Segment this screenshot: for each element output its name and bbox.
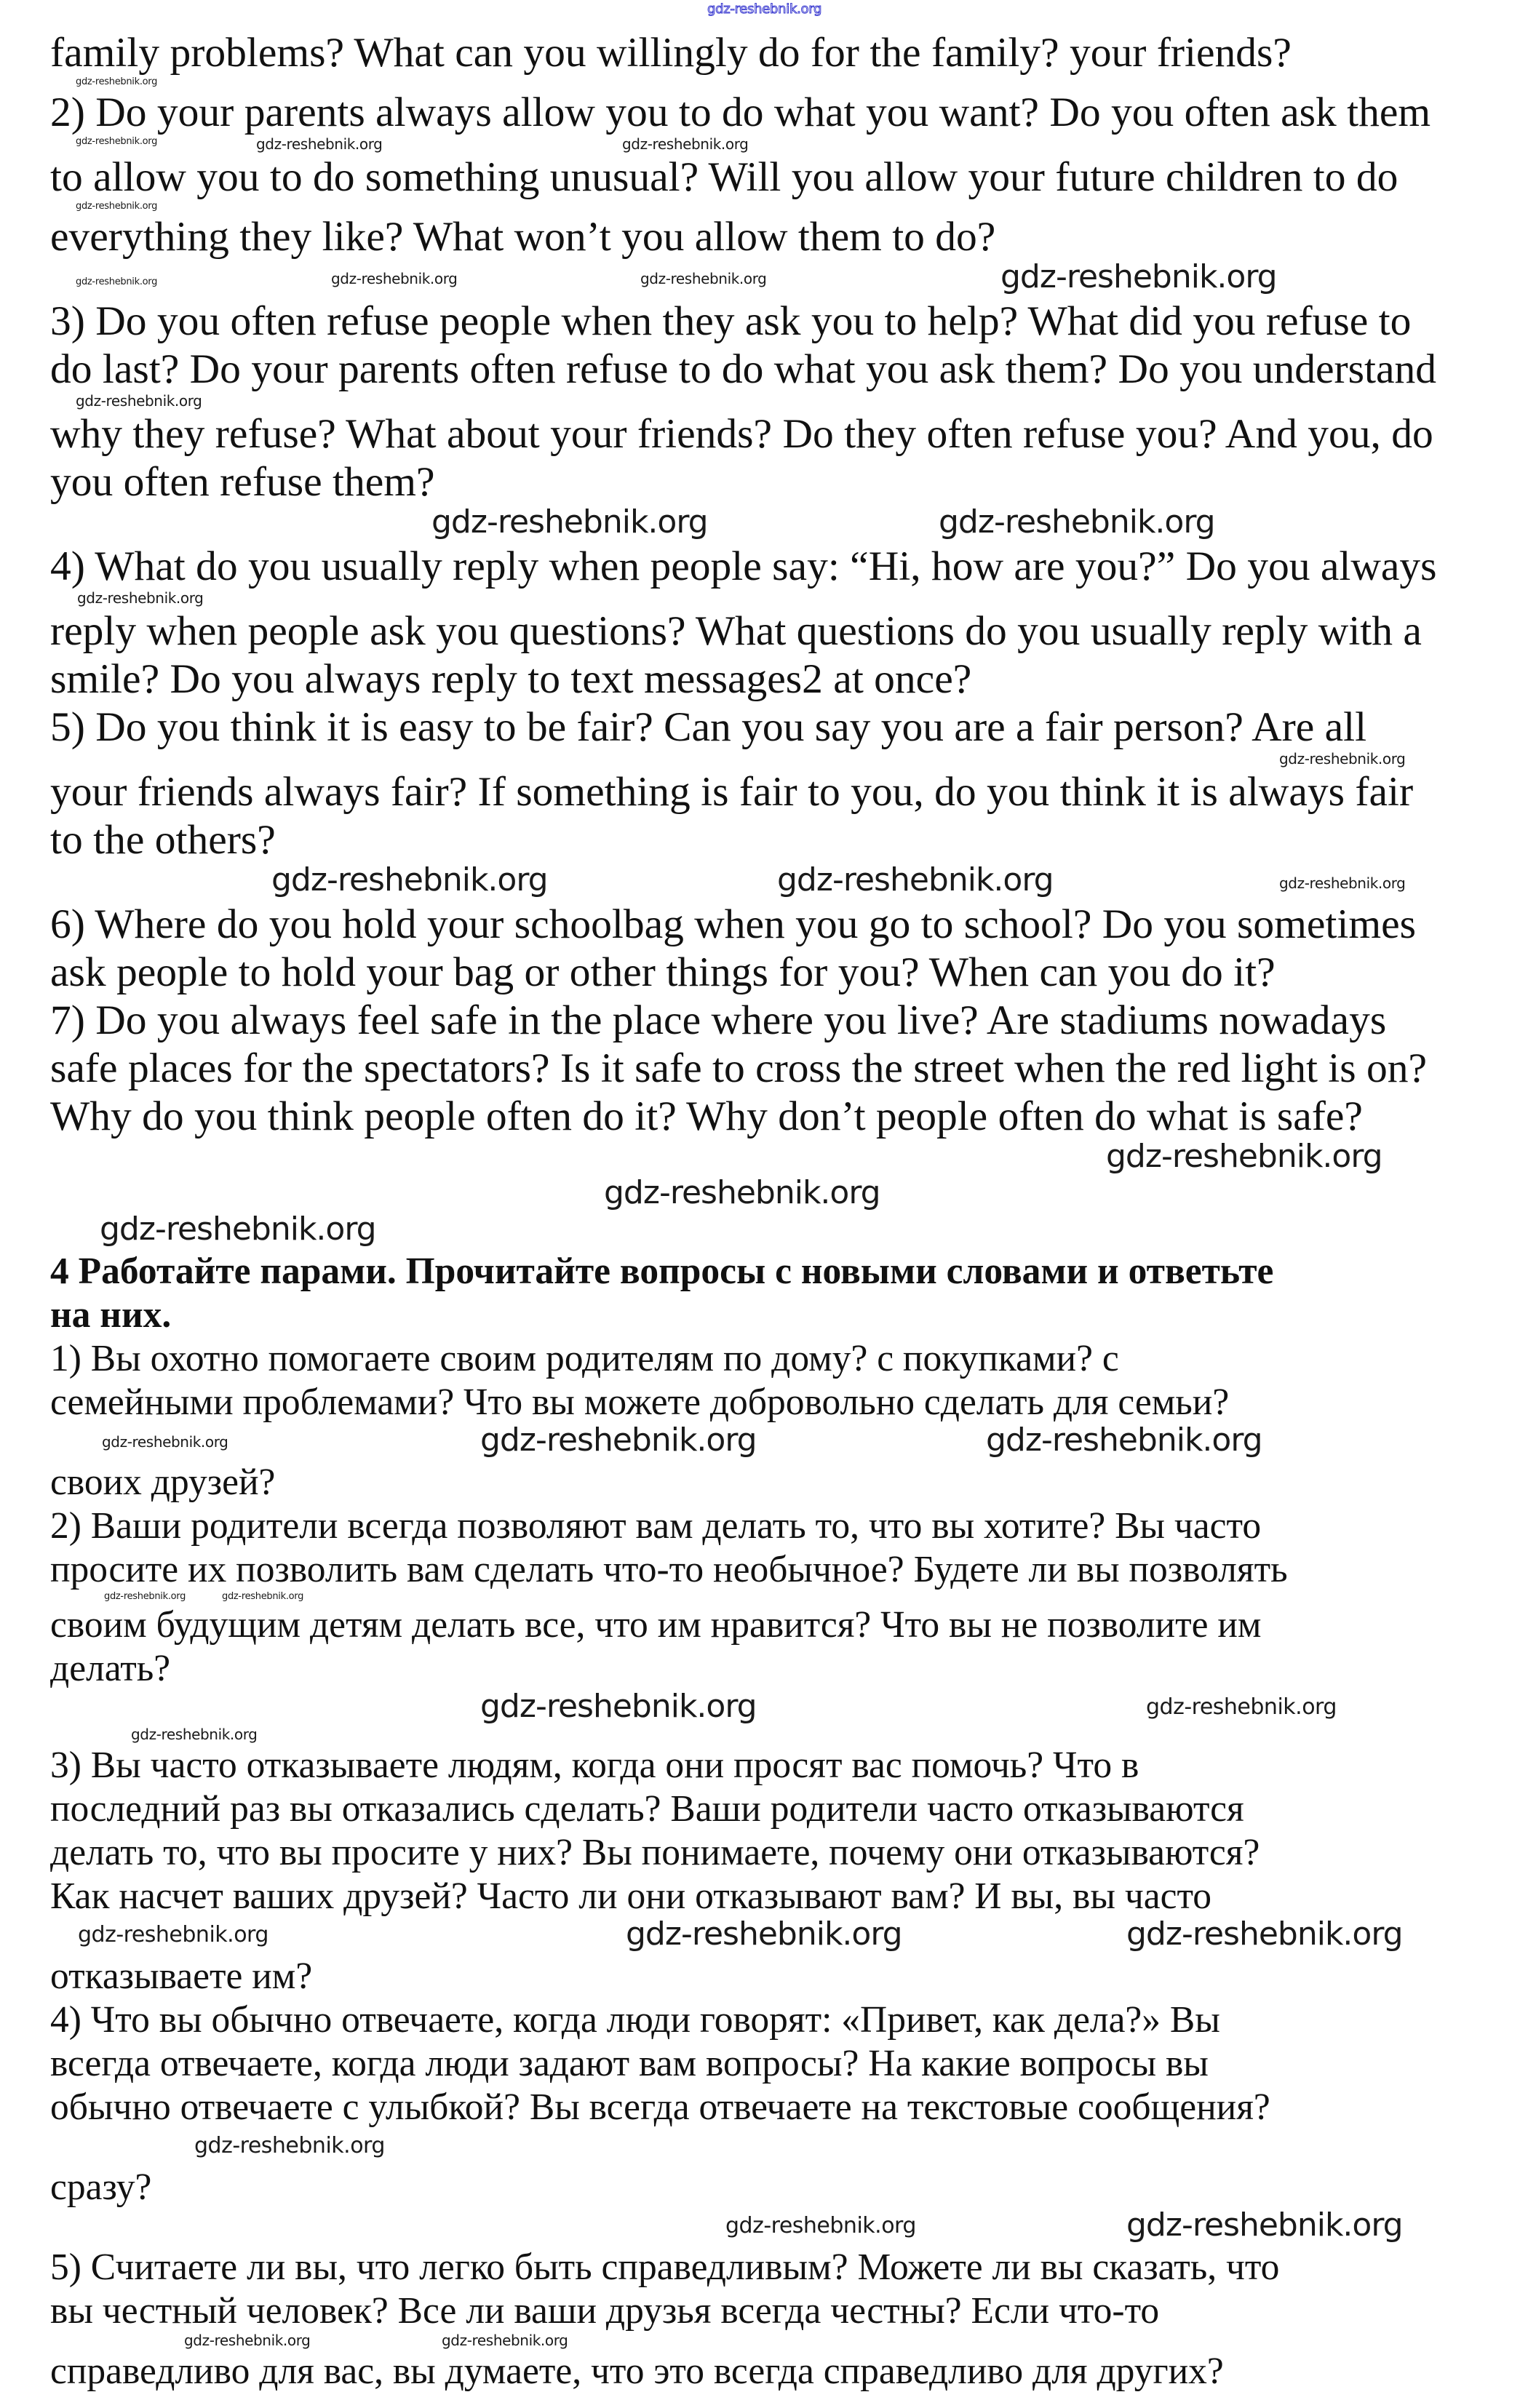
watermark: gdz-reshebnik.org	[1146, 1694, 1337, 1720]
watermark: gdz-reshebnik.org	[104, 1591, 186, 1602]
text-line: отказываете им?	[50, 1955, 313, 1997]
watermark: gdz-reshebnik.org	[939, 503, 1215, 541]
watermark-row	[50, 2129, 1476, 2166]
watermark: gdz-reshebnik.org	[622, 135, 749, 153]
watermark-row	[50, 1915, 1476, 1955]
watermark: gdz-reshebnik.org	[480, 1422, 757, 1459]
text-line: smile? Do you always reply to text messages2 at once?	[50, 656, 972, 702]
text-line: своих друзей?	[50, 1462, 276, 1503]
watermark: gdz-reshebnik.org	[256, 135, 383, 153]
exercise-heading: 4 Работайте парами. Прочитайте вопросы с новыми словами и ответьте	[50, 1251, 1274, 1292]
text-line: reply when people ask you questions? What questions do you usually reply with a	[50, 608, 1422, 654]
watermark: gdz-reshebnik.org	[78, 1922, 268, 1947]
watermark: gdz-reshebnik.org	[184, 2332, 311, 2349]
text-line: 3) Do you often refuse people when they ask you to help? What did you refuse to	[50, 298, 1412, 344]
watermark: gdz-reshebnik.org	[604, 1174, 880, 1211]
text-line: делать то, что вы просите у них? Вы понимаете, почему они отказываются?	[50, 1832, 1260, 1873]
text-line: своим будущим детям делать все, что им нравится? Что вы не позволите им	[50, 1604, 1262, 1646]
watermark-row	[50, 503, 1476, 543]
text-line: why they refuse? What about your friends? Do they often refuse you? And you, do	[50, 411, 1433, 457]
text-line: 7) Do you always feel safe in the place where you live? Are stadiums nowadays	[50, 997, 1387, 1043]
text-line: 6) Where do you hold your schoolbag when you go to school? Do you sometimes	[50, 901, 1416, 947]
text-line: вы честный человек? Все ли ваши друзья всегда честны? Если что-то	[50, 2290, 1160, 2332]
watermark-row	[50, 861, 1476, 901]
text-line: you often refuse them?	[50, 459, 435, 505]
text-line: просите их позволить вам сделать что-то необычное? Будете ли вы позволять	[50, 1549, 1288, 1590]
watermark-row	[50, 751, 1476, 768]
watermark-row	[50, 1424, 1476, 1461]
text-line: to allow you to do something unusual? Will you allow your future children to do	[50, 154, 1398, 200]
text-line: всегда отвечаете, когда люди задают вам вопросы? На какие вопросы вы	[50, 2043, 1209, 2084]
watermark: gdz-reshebnik.org	[76, 136, 158, 147]
watermark-row	[50, 591, 1476, 607]
watermark: gdz-reshebnik.org	[442, 2332, 568, 2349]
watermark: gdz-reshebnik.org	[1000, 258, 1277, 295]
watermark: gdz-reshebnik.org	[76, 76, 158, 87]
text-line: 4) What do you usually reply when people say: “Hi, how are you?” Do you always	[50, 543, 1437, 589]
top-watermark-row	[0, 0, 1520, 29]
watermark-row	[50, 1727, 1476, 1744]
text-line: to the others?	[50, 817, 276, 863]
text-line: do last? Do your parents often refuse to do what you ask them? Do you understand	[50, 346, 1437, 392]
watermark: gdz-reshebnik.org	[1279, 874, 1406, 892]
watermark: gdz-reshebnik.org	[131, 1726, 258, 1743]
watermark: gdz-reshebnik.org	[777, 861, 1054, 898]
watermark: gdz-reshebnik.org	[626, 1915, 902, 1953]
watermark: gdz-reshebnik.org	[1126, 1915, 1403, 1953]
text-line: everything they like? What won’t you allow them to do?	[50, 214, 996, 260]
text-line: Why do you think people often do it? Why don’t people often do what is safe?	[50, 1093, 1363, 1139]
watermark: gdz-reshebnik.org	[194, 2133, 385, 2158]
watermark: gdz-reshebnik.org	[431, 503, 708, 541]
text-line: сразу?	[50, 2166, 152, 2208]
watermark-row	[50, 1688, 1476, 1727]
watermark: gdz-reshebnik.org	[1106, 1138, 1382, 1175]
text-line: safe places for the spectators? Is it safe to cross the street when the red light is on?	[50, 1045, 1428, 1091]
text-line: 2) Ваши родители всегда позволяют вам делать то, что вы хотите? Вы часто	[50, 1505, 1262, 1547]
watermark-row	[50, 137, 1476, 154]
text-line: Как насчет ваших друзей? Часто ли они отказывают вам? И вы, вы часто	[50, 1875, 1212, 1917]
watermark: gdz-reshebnik.org	[76, 201, 158, 212]
watermark: gdz-reshebnik.org	[100, 1211, 376, 1248]
watermark: gdz-reshebnik.org	[1126, 2206, 1403, 2244]
watermark-row	[50, 394, 1476, 410]
watermark-row	[50, 1174, 1476, 1213]
text-line: обычно отвечаете с улыбкой? Вы всегда отвечаете на текстовые сообщения?	[50, 2086, 1270, 2128]
watermark: gdz-reshebnik.org	[480, 1688, 757, 1725]
watermark-row	[50, 258, 1476, 298]
watermark: gdz-reshebnik.org	[222, 1591, 304, 1602]
watermark-top: gdz-reshebnik.org	[707, 1, 822, 17]
watermark: gdz-reshebnik.org	[77, 589, 204, 607]
watermark-row	[50, 2333, 1476, 2350]
watermark: gdz-reshebnik.org	[76, 392, 202, 410]
watermark-row	[50, 1592, 1476, 1603]
watermark: gdz-reshebnik.org	[640, 270, 767, 287]
text-line: делать?	[50, 1648, 171, 1689]
text-line: последний раз вы отказались сделать? Ваши родители часто отказываются	[50, 1788, 1244, 1830]
document-page	[0, 29, 1520, 2408]
text-line: family problems? What can you willingly do for the family? your friends?	[50, 30, 1292, 76]
watermark: gdz-reshebnik.org	[102, 1433, 228, 1451]
watermark: gdz-reshebnik.org	[271, 861, 548, 898]
text-line: 5) Считаете ли вы, что легко быть справедливым? Можете ли вы сказать, что	[50, 2246, 1280, 2288]
watermark: gdz-reshebnik.org	[725, 2213, 916, 2238]
watermark-row	[50, 77, 1476, 89]
text-line: your friends always fair? If something is fair to you, do you think it is always fair	[50, 769, 1414, 815]
text-line: 3) Вы часто отказываете людям, когда они просят вас помочь? Что в	[50, 1745, 1139, 1786]
text-line: 1) Вы охотно помогаете своим родителям по дому? с покупками? с	[50, 1338, 1119, 1379]
exercise-heading: на них.	[50, 1294, 172, 1336]
watermark-row	[50, 202, 1476, 213]
text-line: ask people to hold your bag or other things for you? When can you do it?	[50, 949, 1276, 995]
watermark-row	[50, 1213, 1476, 1250]
text-line: справедливо для вас, вы думаете, что это всегда справедливо для других?	[50, 2351, 1224, 2392]
text-line: 4) Что вы обычно отвечаете, когда люди говорят: «Привет, как дела?» Вы	[50, 1999, 1220, 2041]
watermark: gdz-reshebnik.org	[331, 270, 458, 287]
text-line: семейными проблемами? Что вы можете добровольно сделать для семьи?	[50, 1382, 1230, 1423]
watermark-row	[50, 2206, 1476, 2246]
page-bottom-spacer	[50, 2393, 1476, 2408]
watermark: gdz-reshebnik.org	[986, 1422, 1262, 1459]
watermark-row	[50, 1138, 1476, 1177]
watermark: gdz-reshebnik.org	[1279, 750, 1406, 768]
text-line: 2) Do your parents always allow you to do what you want? Do you often ask them	[50, 89, 1431, 135]
watermark: gdz-reshebnik.org	[76, 276, 158, 287]
text-line: 5) Do you think it is easy to be fair? Can you say you are a fair person? Are all	[50, 704, 1367, 750]
